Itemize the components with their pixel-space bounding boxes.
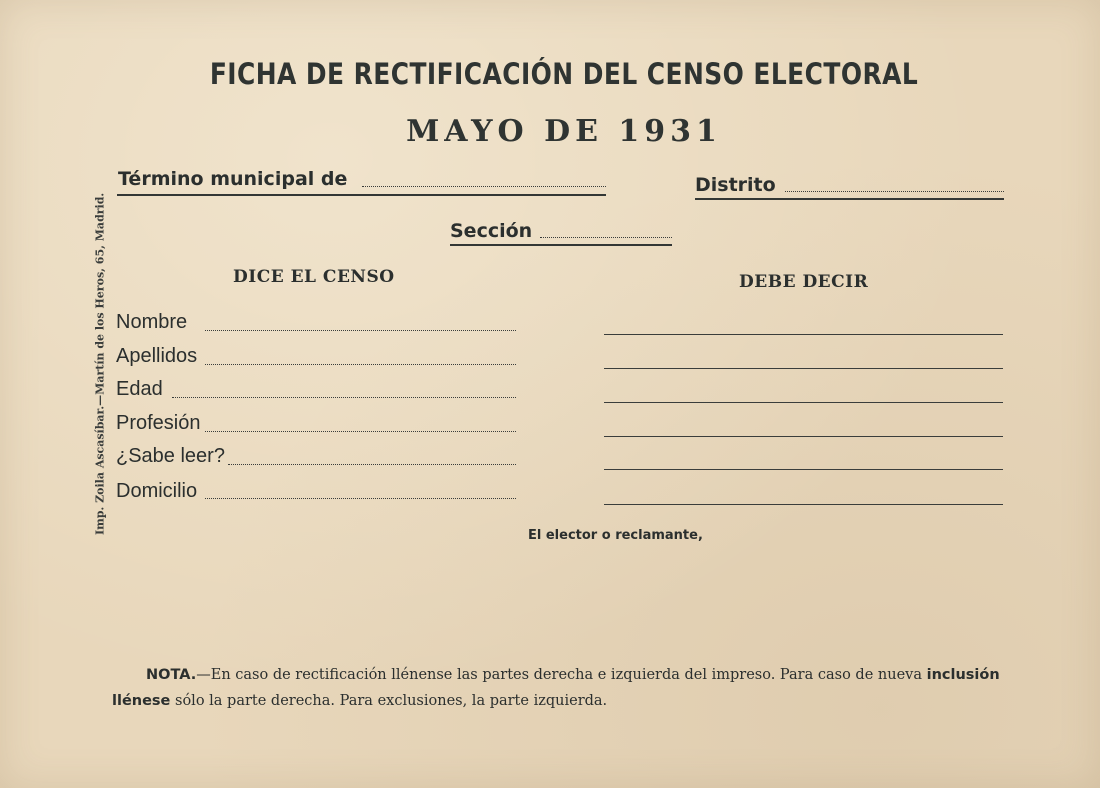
distrito-label: Distrito	[695, 174, 776, 196]
profesion-dice-field[interactable]	[205, 431, 516, 432]
edad-dice-field[interactable]	[172, 397, 516, 398]
domicilio-dice-field[interactable]	[205, 498, 516, 499]
municipio-label: Término municipal de	[118, 168, 348, 190]
note-line-2	[112, 693, 1012, 709]
municipio-underline	[117, 194, 606, 196]
edad-debe-field[interactable]	[604, 402, 1003, 403]
seccion-field[interactable]	[540, 237, 672, 238]
distrito-underline	[695, 198, 1004, 200]
nombre-dice-field[interactable]	[205, 330, 516, 331]
sabe-leer-debe-field[interactable]	[604, 469, 1003, 470]
form-date: MAYO DE 1931	[406, 114, 722, 149]
apellidos-label: Apellidos	[116, 345, 198, 367]
distrito-field[interactable]	[785, 191, 1004, 192]
nombre-debe-field[interactable]	[604, 334, 1003, 335]
nombre-label: Nombre	[116, 311, 188, 333]
dice-el-censo-heading: DICE EL CENSO	[233, 267, 395, 287]
note-lead: NOTA.	[146, 667, 197, 683]
note-line2-text: sólo la parte derecha. Para exclusiones, la parte izquierda.	[175, 693, 608, 709]
profesion-debe-field[interactable]	[604, 436, 1003, 437]
profesion-label: Profesión	[116, 412, 201, 434]
domicilio-label: Domicilio	[116, 480, 198, 502]
sabe-leer-label: ¿Sabe leer?	[116, 445, 225, 467]
seccion-label: Sección	[450, 220, 533, 242]
form-title: FICHA DE RECTIFICACIÓN DEL CENSO ELECTORAL	[209, 57, 919, 91]
debe-decir-heading: DEBE DECIR	[739, 272, 869, 292]
edad-label: Edad	[116, 378, 163, 400]
domicilio-debe-field[interactable]	[604, 504, 1003, 505]
note-line1-text: —En caso de rectificación llénense las partes derecha e izquierda del impreso. Para caso de nueva	[196, 667, 922, 683]
signature-label: El elector o reclamante,	[528, 528, 703, 543]
note-line-1	[112, 667, 1012, 683]
apellidos-dice-field[interactable]	[205, 364, 516, 365]
seccion-underline	[450, 244, 672, 246]
note-llenese-word: llénese	[112, 693, 171, 709]
sabe-leer-dice-field[interactable]	[228, 464, 516, 465]
note-inclusion-word: inclusión	[926, 667, 1000, 683]
apellidos-debe-field[interactable]	[604, 368, 1003, 369]
municipio-field[interactable]	[362, 186, 606, 187]
printer-imprint: Imp. Zoila Ascasíbar.—Martín de los Heros, 65, Madrid.	[93, 192, 107, 535]
